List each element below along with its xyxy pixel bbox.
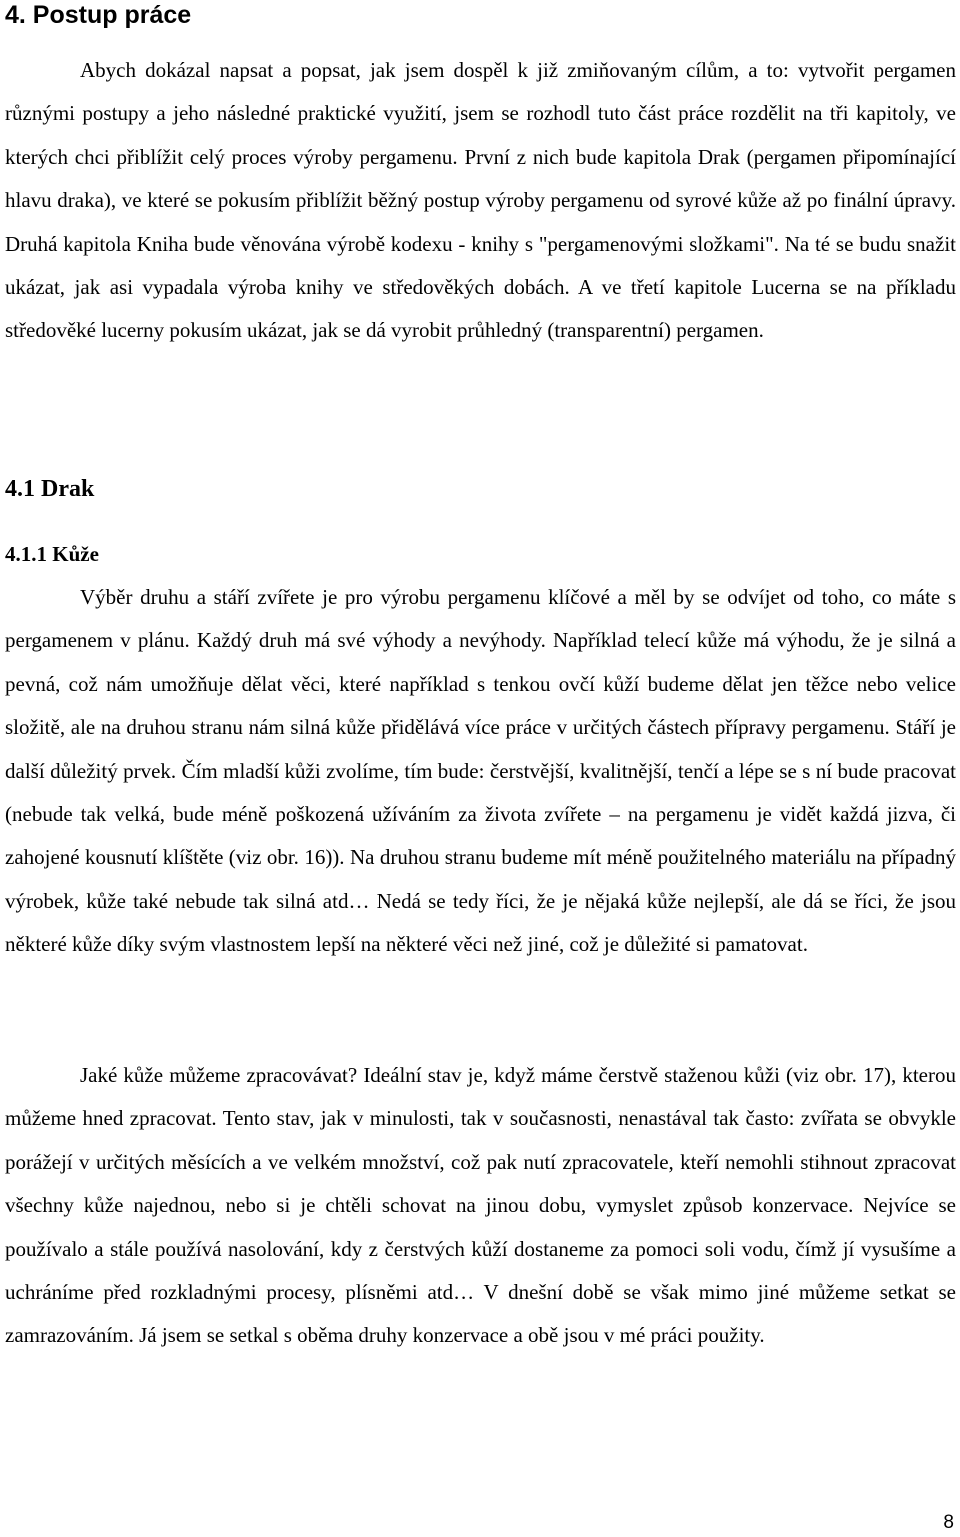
chapter-heading: 4. Postup práce [5, 1, 192, 29]
subsection-heading: 4.1.1 Kůže [5, 542, 99, 566]
section-heading: 4.1 Drak [5, 476, 95, 502]
body-paragraph: Jaké kůže můžeme zpracovávat? Ideální stav je, když máme čerstvě staženou kůži (viz obr. 17), kterou můžeme hned zpracovat. Tento stav, jak v minulosti, tak v současnosti, nenastával tak často: zvířata se obvykle porážejí v určitých měsících a ve velkém množství, což pak nutí zpracovatele, kteří nemohli stihnout zpracovat všechny kůže najednou, nebo si je chtěli schovat na jinou dobu, vymyslet způsob konzervace. Nejvíce se používalo a stále používá nasolování, kdy z čerstvých kůží dostaneme za pomoci soli vodu, čímž jí vysušíme a uchráníme před rozkladnými procesy, plísněmi atd… V dnešní době se však mimo jiné můžeme setkat se zamrazováním. Já jsem se setkal s oběma druhy konzervace a obě jsou v mé práci použity. [5, 1063, 956, 1348]
intro-paragraph: Abych dokázal napsat a popsat, jak jsem dospěl k již zmiňovaným cílům, a to: vytvořit pergamen různými postupy a jeho následné praktické využití, jsem se rozhodl tuto část práce rozdělit na tři kapitoly, ve kterých chci přiblížit celý proces výroby pergamenu. První z nich bude kapitola Drak (pergamen připomínající hlavu draka), ve které se pokusím přiblížit běžný postup výroby pergamenu od syrové kůže až po finální úpravy. Druhá kapitola Kniha bude věnována výrobě kodexu - knihy s "pergamenovými složkami". Na té se budu snažit ukázat, jak asi vypadala výroba knihy ve středověkých dobách. A ve třetí kapitole Lucerna se na příkladu středověké lucerny pokusím ukázat, jak se dá vyrobit průhledný (transparentní) pergamen. [5, 58, 956, 343]
body-paragraph: Výběr druhu a stáří zvířete je pro výrobu pergamenu klíčové a měl by se odvíjet od toho, co máte s pergamenem v plánu. Každý druh má své výhody a nevýhody. Například telecí kůže má výhodu, že je silná a pevná, což nám umožňuje dělat věci, které například s tenkou ovčí kůží budeme dělat jen těžce nebo velice složitě, ale na druhou stranu nám silná kůže přidělává více práce v určitých částech přípravy pergamenu. Stáří je další důležitý prvek. Čím mladší kůži zvolíme, tím bude: čerstvější, kvalitnější, tenčí a lépe se s ní bude pracovat (nebude tak velká, bude méně poškozená užíváním za života zvířete – na pergamenu je vidět každá jizva, či zahojené kousnutí klíštěte (viz obr. 16)). Na druhou stranu budeme mít méně použitelného materiálu na případný výrobek, kůže také nebude tak silná atd… Nedá se tedy říci, že je nějaká kůže nejlepší, ale dá se říci, že jsou některé kůže díky svým vlastnostem lepší na některé věci než jiné, což je důležité si pamatovat. [5, 585, 956, 957]
page-number: 8 [943, 1512, 954, 1533]
